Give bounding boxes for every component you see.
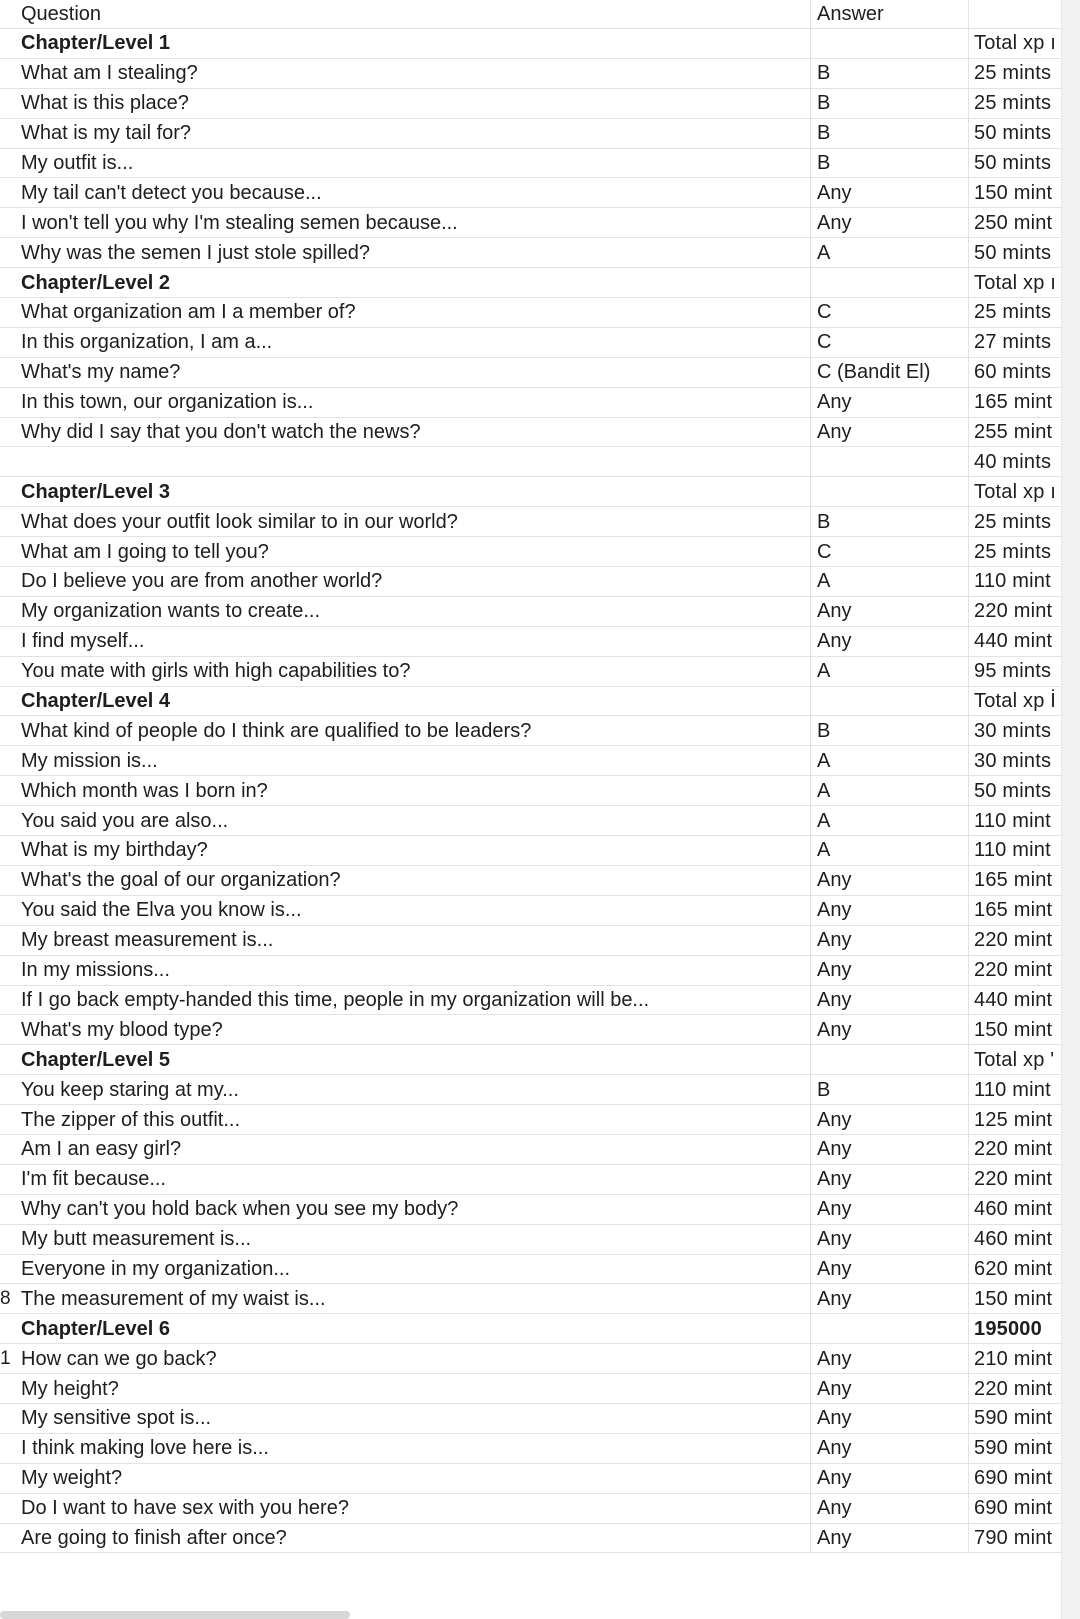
answer-cell[interactable]: Any: [811, 1284, 969, 1313]
answer-cell[interactable]: Any: [811, 1344, 969, 1373]
row-number-cell[interactable]: [0, 567, 16, 596]
row-number-cell[interactable]: [0, 1524, 16, 1553]
answer-cell[interactable]: B: [811, 1075, 969, 1104]
answer-cell[interactable]: A: [811, 567, 969, 596]
horizontal-scrollbar-thumb[interactable]: [0, 1611, 350, 1619]
question-cell[interactable]: The zipper of this outfit...: [16, 1105, 811, 1134]
row-number-cell[interactable]: [0, 806, 16, 835]
xp-cell[interactable]: 220 mint: [974, 600, 1053, 623]
xp-cell[interactable]: 25 mints: [974, 301, 1052, 324]
xp-cell[interactable]: 220 mint: [974, 959, 1053, 982]
row-number-cell[interactable]: [0, 1105, 16, 1134]
xp-cell[interactable]: 220 mint: [974, 1168, 1053, 1191]
row-number-cell[interactable]: [0, 238, 16, 267]
row-number-cell[interactable]: [0, 119, 16, 148]
table-row: [0, 627, 1062, 657]
row-number-cell[interactable]: [0, 537, 16, 566]
xp-cell[interactable]: 165 mint: [974, 391, 1053, 414]
row-number-cell[interactable]: [0, 29, 16, 58]
question-cell[interactable]: Am I an easy girl?: [16, 1135, 811, 1164]
xp-cell[interactable]: 165 mint: [974, 869, 1053, 892]
row-number-cell[interactable]: [0, 1434, 16, 1463]
row-number-cell[interactable]: [0, 298, 16, 327]
question-cell[interactable]: You mate with girls with high capabilities to?: [16, 657, 811, 686]
table-row: [0, 1494, 1062, 1524]
question-cell[interactable]: I think making love here is...: [16, 1434, 811, 1463]
row-number-cell[interactable]: [0, 1464, 16, 1493]
table-row: [0, 507, 1062, 537]
question-cell[interactable]: The measurement of my waist is...: [16, 1284, 811, 1313]
xp-cell[interactable]: Total xp İ: [974, 690, 1057, 713]
table-row: [0, 896, 1062, 926]
question-cell[interactable]: Why was the semen I just stole spilled?: [16, 238, 811, 267]
answer-cell[interactable]: A: [811, 238, 969, 267]
question-cell[interactable]: Why can't you hold back when you see my body?: [16, 1195, 811, 1224]
answer-cell[interactable]: Any: [811, 597, 969, 626]
row-number-cell[interactable]: [0, 866, 16, 895]
table-row: [0, 418, 1062, 448]
xp-cell[interactable]: 40 mints: [974, 450, 1052, 473]
chapter-row: [0, 268, 1062, 298]
answer-cell[interactable]: Any: [811, 866, 969, 895]
table-row: [0, 89, 1062, 119]
answer-cell[interactable]: B: [811, 716, 969, 745]
row-number-cell[interactable]: [0, 1494, 16, 1523]
question-cell[interactable]: How can we go back?: [16, 1344, 811, 1373]
question-cell[interactable]: In this town, our organization is...: [16, 388, 811, 417]
row-number-cell[interactable]: [0, 1015, 16, 1044]
xp-cell[interactable]: 460 mint: [974, 1198, 1053, 1221]
answer-cell[interactable]: Any: [811, 926, 969, 955]
question-cell[interactable]: What kind of people do I think are qualified to be leaders?: [16, 716, 811, 745]
xp-cell[interactable]: Total xp ı: [974, 32, 1057, 55]
question-cell[interactable]: My height?: [16, 1374, 811, 1403]
question-cell[interactable]: What's my name?: [16, 358, 811, 387]
answer-cell[interactable]: A: [811, 836, 969, 865]
answer-cell[interactable]: Any: [811, 1255, 969, 1284]
answer-cell[interactable]: Any: [811, 388, 969, 417]
row-number-cell[interactable]: [0, 836, 16, 865]
answer-cell[interactable]: Any: [811, 986, 969, 1015]
answer-cell[interactable]: [811, 29, 969, 58]
question-cell[interactable]: Why did I say that you don't watch the news?: [16, 418, 811, 447]
xp-cell[interactable]: 50 mints: [974, 779, 1052, 802]
answer-cell[interactable]: Any: [811, 1135, 969, 1164]
table-row: [0, 238, 1062, 268]
answer-cell[interactable]: Any: [811, 1524, 969, 1553]
row-number-cell[interactable]: [0, 986, 16, 1015]
vertical-scrollbar[interactable]: [1061, 0, 1080, 1619]
xp-cell[interactable]: 165 mint: [974, 899, 1053, 922]
xp-cell[interactable]: 150 mint: [974, 181, 1053, 204]
table-row: [0, 447, 1062, 477]
table-row: [0, 776, 1062, 806]
question-cell[interactable]: My mission is...: [16, 746, 811, 775]
answer-cell[interactable]: Any: [811, 1464, 969, 1493]
table-row: [0, 537, 1062, 567]
row-number-cell[interactable]: [0, 268, 16, 297]
xp-cell[interactable]: 460 mint: [974, 1228, 1053, 1251]
row-number-cell[interactable]: [0, 1374, 16, 1403]
question-cell[interactable]: My butt measurement is...: [16, 1225, 811, 1254]
table-row: [0, 1344, 1062, 1374]
answer-cell[interactable]: [811, 447, 969, 476]
answer-cell[interactable]: B: [811, 89, 969, 118]
answer-cell[interactable]: C: [811, 298, 969, 327]
table-row: [0, 956, 1062, 986]
answer-cell[interactable]: Any: [811, 1195, 969, 1224]
xp-cell[interactable]: 255 mint: [974, 421, 1053, 444]
question-cell[interactable]: [16, 447, 811, 476]
question-cell[interactable]: What does your outfit look similar to in our world?: [16, 507, 811, 536]
answer-cell[interactable]: B: [811, 119, 969, 148]
xp-cell[interactable]: 250 mint: [974, 211, 1053, 234]
question-cell[interactable]: I find myself...: [16, 627, 811, 656]
answer-cell[interactable]: Any: [811, 1404, 969, 1433]
row-number-cell[interactable]: [0, 627, 16, 656]
answer-cell[interactable]: [811, 268, 969, 297]
question-cell[interactable]: What am I stealing?: [16, 59, 811, 88]
answer-cell[interactable]: Any: [811, 1494, 969, 1523]
table-row: [0, 119, 1062, 149]
xp-cell[interactable]: 440 mint: [974, 988, 1053, 1011]
question-cell[interactable]: My sensitive spot is...: [16, 1404, 811, 1433]
question-cell[interactable]: In my missions...: [16, 956, 811, 985]
row-number-cell[interactable]: [0, 1045, 16, 1074]
table-row: [0, 1374, 1062, 1404]
table-row: [0, 1524, 1062, 1554]
row-number-cell[interactable]: [0, 1075, 16, 1104]
xp-cell[interactable]: 150 mint: [974, 1287, 1053, 1310]
answer-cell[interactable]: Any: [811, 627, 969, 656]
xp-cell[interactable]: 195000: [974, 1317, 1042, 1340]
row-number-cell[interactable]: [0, 1165, 16, 1194]
answer-cell[interactable]: Any: [811, 1434, 969, 1463]
table-row: [0, 59, 1062, 89]
row-number-cell[interactable]: [0, 178, 16, 207]
row-number-cell[interactable]: [0, 358, 16, 387]
table-row: [0, 1434, 1062, 1464]
row-number-cell[interactable]: 1: [0, 1348, 11, 1370]
xp-cell[interactable]: 690 mint: [974, 1467, 1053, 1490]
xp-cell[interactable]: 220 mint: [974, 1138, 1053, 1161]
xp-cell[interactable]: Total xp ı: [974, 271, 1057, 294]
answer-cell[interactable]: [811, 477, 969, 506]
question-cell[interactable]: You said the Elva you know is...: [16, 896, 811, 925]
row-number-cell[interactable]: [0, 0, 16, 28]
answer-header[interactable]: Answer: [811, 0, 969, 28]
question-cell[interactable]: My outfit is...: [16, 149, 811, 178]
row-number-cell[interactable]: [0, 507, 16, 536]
table-row: [0, 1075, 1062, 1105]
answer-cell[interactable]: Any: [811, 896, 969, 925]
xp-cell[interactable]: 110 mint: [974, 809, 1051, 832]
table-row: [0, 149, 1062, 179]
table-row: [0, 1284, 1062, 1314]
question-cell[interactable]: What organization am I a member of?: [16, 298, 811, 327]
chapter-row: [0, 477, 1062, 507]
xp-cell[interactable]: 60 mints: [974, 361, 1052, 384]
question-cell[interactable]: You said you are also...: [16, 806, 811, 835]
xp-header[interactable]: [969, 0, 1062, 28]
table-row: [0, 298, 1062, 328]
chapter-title-cell[interactable]: Chapter/Level 5: [16, 1045, 811, 1074]
table-row: [0, 1255, 1062, 1285]
row-number-cell[interactable]: [0, 447, 16, 476]
table-row: [0, 1225, 1062, 1255]
table-row: [0, 746, 1062, 776]
question-cell[interactable]: Do I believe you are from another world?: [16, 567, 811, 596]
table-row: [0, 836, 1062, 866]
xp-cell[interactable]: 220 mint: [974, 929, 1053, 952]
question-cell[interactable]: Do I want to have sex with you here?: [16, 1494, 811, 1523]
answer-cell[interactable]: Any: [811, 956, 969, 985]
row-number-cell[interactable]: [0, 926, 16, 955]
answer-cell[interactable]: C: [811, 537, 969, 566]
table-row: [0, 388, 1062, 418]
chapter-title-cell[interactable]: Chapter/Level 4: [16, 687, 811, 716]
xp-cell[interactable]: 50 mints: [974, 152, 1052, 174]
table-body: [0, 29, 1062, 1553]
row-number-cell[interactable]: [0, 746, 16, 775]
table-row: [0, 597, 1062, 627]
chapter-title-cell[interactable]: Chapter/Level 6: [16, 1314, 811, 1343]
question-cell[interactable]: In this organization, I am a...: [16, 328, 811, 357]
answer-cell[interactable]: [811, 687, 969, 716]
row-number-cell[interactable]: [0, 149, 16, 178]
table-row: [0, 926, 1062, 956]
table-row: [0, 806, 1062, 836]
table-row: [0, 208, 1062, 238]
table-row: [0, 358, 1062, 388]
answer-cell[interactable]: Any: [811, 178, 969, 207]
row-number-cell[interactable]: 8: [0, 1288, 11, 1310]
row-number-cell[interactable]: [0, 388, 16, 417]
question-cell[interactable]: What am I going to tell you?: [16, 537, 811, 566]
question-cell[interactable]: I'm fit because...: [16, 1165, 811, 1194]
question-cell[interactable]: What's the goal of our organization?: [16, 866, 811, 895]
answer-cell[interactable]: Any: [811, 1374, 969, 1403]
xp-cell[interactable]: 110 mint: [974, 1078, 1051, 1101]
answer-cell[interactable]: Any: [811, 1015, 969, 1044]
table-row: [0, 657, 1062, 687]
xp-cell[interactable]: 125 mint: [974, 1108, 1053, 1131]
table-row: [0, 866, 1062, 896]
xp-cell[interactable]: 220 mint: [974, 1377, 1053, 1400]
answer-cell[interactable]: Any: [811, 208, 969, 237]
table-row: [0, 328, 1062, 358]
row-number-cell[interactable]: [0, 597, 16, 626]
xp-cell[interactable]: 27 mints: [974, 331, 1052, 354]
question-cell[interactable]: What is my birthday?: [16, 836, 811, 865]
answer-cell[interactable]: B: [811, 149, 969, 178]
xp-cell[interactable]: 620 mint: [974, 1257, 1053, 1280]
xp-cell[interactable]: 25 mints: [974, 62, 1052, 85]
row-number-cell[interactable]: [0, 59, 16, 88]
question-cell[interactable]: You keep staring at my...: [16, 1075, 811, 1104]
question-cell[interactable]: What is my tail for?: [16, 119, 811, 148]
header-row: [0, 0, 1062, 29]
answer-cell[interactable]: C (Bandit El): [811, 358, 969, 387]
answer-cell[interactable]: Any: [811, 418, 969, 447]
xp-cell[interactable]: 210 mint: [974, 1347, 1053, 1370]
row-number-cell[interactable]: [0, 687, 16, 716]
table-row: [0, 1404, 1062, 1434]
answer-cell[interactable]: [811, 1045, 969, 1074]
table-row: [0, 1165, 1062, 1195]
xp-cell[interactable]: 30 mints: [974, 719, 1052, 742]
xp-cell[interactable]: 25 mints: [974, 92, 1052, 115]
question-cell[interactable]: Which month was I born in?: [16, 776, 811, 805]
row-number-cell[interactable]: [0, 1225, 16, 1254]
question-cell[interactable]: My breast measurement is...: [16, 926, 811, 955]
question-header[interactable]: Question: [16, 0, 811, 28]
xp-cell[interactable]: 30 mints: [974, 749, 1052, 772]
xp-cell[interactable]: 110 mint: [974, 839, 1051, 862]
row-number-cell[interactable]: [0, 477, 16, 506]
xp-cell[interactable]: 50 mints: [974, 241, 1052, 264]
answer-cell[interactable]: A: [811, 657, 969, 686]
row-number-cell[interactable]: [0, 1314, 16, 1343]
question-cell[interactable]: Are going to finish after once?: [16, 1524, 811, 1553]
chapter-row: [0, 1045, 1062, 1075]
xp-cell[interactable]: 590 mint: [974, 1407, 1053, 1430]
answer-cell[interactable]: [811, 1314, 969, 1343]
question-cell[interactable]: My tail can't detect you because...: [16, 178, 811, 207]
row-number-cell[interactable]: [0, 1255, 16, 1284]
chapter-row: [0, 1314, 1062, 1344]
table-row: [0, 986, 1062, 1016]
answer-cell[interactable]: Any: [811, 1165, 969, 1194]
answer-cell[interactable]: B: [811, 59, 969, 88]
xp-cell[interactable]: 150 mint: [974, 1018, 1053, 1041]
xp-cell[interactable]: 590 mint: [974, 1437, 1053, 1460]
answer-cell[interactable]: A: [811, 806, 969, 835]
row-number-cell[interactable]: [0, 418, 16, 447]
xp-cell[interactable]: 25 mints: [974, 510, 1052, 533]
question-cell[interactable]: My weight?: [16, 1464, 811, 1493]
question-cell[interactable]: What is this place?: [16, 89, 811, 118]
answer-cell[interactable]: Any: [811, 1225, 969, 1254]
question-cell[interactable]: I won't tell you why I'm stealing semen because...: [16, 208, 811, 237]
answer-cell[interactable]: B: [811, 507, 969, 536]
row-number-cell[interactable]: [0, 1195, 16, 1224]
row-number-cell[interactable]: [0, 89, 16, 118]
row-number-cell[interactable]: [0, 328, 16, 357]
xp-cell[interactable]: 25 mints: [974, 540, 1052, 563]
row-number-cell[interactable]: [0, 896, 16, 925]
xp-cell[interactable]: Total xp ': [974, 1048, 1055, 1071]
row-number-cell[interactable]: [0, 657, 16, 686]
question-cell[interactable]: If I go back empty-handed this time, people in my organization will be...: [16, 986, 811, 1015]
chapter-title-cell[interactable]: Chapter/Level 2: [16, 268, 811, 297]
chapter-title-cell[interactable]: Chapter/Level 3: [16, 477, 811, 506]
table-row: [0, 567, 1062, 597]
table-row: [0, 1015, 1062, 1045]
chapter-title-cell[interactable]: Chapter/Level 1: [16, 29, 811, 58]
row-number-cell[interactable]: [0, 956, 16, 985]
xp-cell[interactable]: 790 mint: [974, 1526, 1053, 1549]
row-number-cell[interactable]: [0, 208, 16, 237]
xp-cell[interactable]: 440 mint: [974, 630, 1053, 653]
answer-cell[interactable]: A: [811, 746, 969, 775]
table-row: [0, 1464, 1062, 1494]
xp-cell[interactable]: 690 mint: [974, 1497, 1053, 1520]
chapter-row: [0, 29, 1062, 59]
xp-cell[interactable]: 50 mints: [974, 122, 1052, 145]
table-row: [0, 1135, 1062, 1165]
answer-cell[interactable]: Any: [811, 1105, 969, 1134]
question-cell[interactable]: My organization wants to create...: [16, 597, 811, 626]
chapter-row: [0, 687, 1062, 717]
xp-cell[interactable]: 110 mint: [974, 570, 1051, 593]
row-number-cell[interactable]: [0, 1135, 16, 1164]
row-number-cell[interactable]: [0, 1404, 16, 1433]
question-cell[interactable]: What's my blood type?: [16, 1015, 811, 1044]
table-row: [0, 178, 1062, 208]
answer-cell[interactable]: C: [811, 328, 969, 357]
table-row: [0, 1195, 1062, 1225]
question-cell[interactable]: Everyone in my organization...: [16, 1255, 811, 1284]
xp-cell[interactable]: Total xp ı: [974, 480, 1057, 503]
table-row: [0, 1105, 1062, 1135]
answer-cell[interactable]: A: [811, 776, 969, 805]
xp-cell[interactable]: 95 mints: [974, 660, 1052, 683]
table-row: [0, 716, 1062, 746]
row-number-cell[interactable]: [0, 716, 16, 745]
row-number-cell[interactable]: [0, 776, 16, 805]
